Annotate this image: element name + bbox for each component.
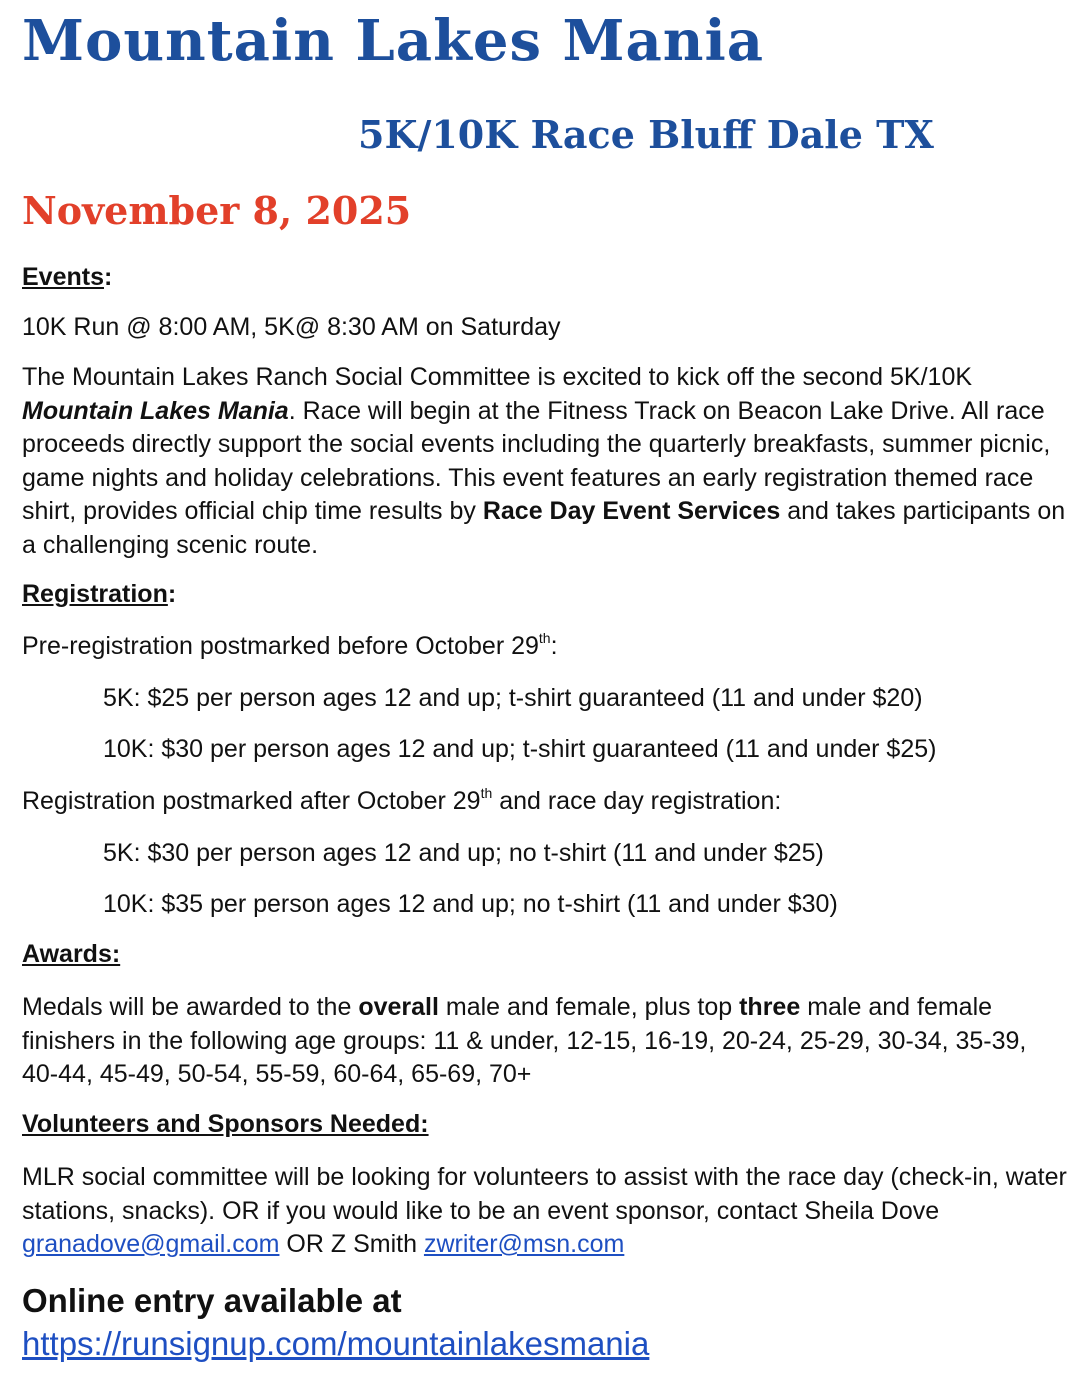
pre-registration-label — [22, 632, 558, 661]
post-reg-text: Registration postmarked after October 29 — [22, 787, 481, 815]
registration-heading-row: Registration: — [22, 580, 177, 608]
awards-three: three — [739, 993, 801, 1021]
awards-overall: overall — [358, 993, 439, 1021]
volunteers-description — [22, 1161, 1067, 1262]
online-entry-label: Online entry available at — [22, 1282, 402, 1319]
awards-part3: male and female finishers in the following age groups: 11 & under, 12-15, 16-19, 20-24, 25-29, 30-34, 35-39, 40-44, 45-49, 50-54, 55-59, 60-64, 65-69, 70+ — [22, 993, 1027, 1088]
email-link-granadove[interactable]: granadove@gmail.com — [22, 1230, 280, 1258]
events-schedule: 10K Run @ 8:00 AM, 5K@ 8:30 AM on Saturday — [22, 313, 561, 341]
events-heading: Events — [22, 263, 104, 291]
post-5k-fee: 5K: $30 per person ages 12 and up; no t-shirt (11 and under $25) — [103, 839, 824, 867]
flyer-title: Mountain Lakes Mania — [22, 8, 765, 74]
online-entry-row — [22, 1325, 649, 1363]
pre-reg-sup: th — [538, 630, 551, 646]
events-heading-row: Events: — [22, 263, 113, 291]
volunteers-part1: MLR social committee will be looking for volunteers to assist with the race day (check-in, water stations, snacks). OR if you would like to be an event sponsor, contact Sheila Dove — [22, 1163, 1067, 1225]
awards-part2: male and female, plus top — [445, 993, 733, 1021]
email-link-zwriter[interactable]: zwriter@msn.com — [423, 1230, 625, 1258]
events-description — [22, 361, 1067, 562]
registration-url-link[interactable]: https://runsignup.com/mountainlakesmania — [22, 1325, 650, 1362]
volunteers-heading: Volunteers and Sponsors Needed: — [22, 1110, 429, 1138]
post-reg-sup: th — [480, 785, 493, 801]
events-race-name: Mountain Lakes Mania — [22, 396, 289, 425]
flyer-subtitle: 5K/10K Race Bluff Dale TX — [358, 112, 934, 157]
volunteers-part2: OR Z Smith — [286, 1230, 417, 1258]
registration-heading: Registration — [22, 580, 168, 608]
post-reg-suffix: and race day registration: — [492, 787, 782, 815]
pre-reg-suffix: : — [550, 632, 558, 660]
awards-description — [22, 991, 1067, 1092]
post-registration-label — [22, 787, 781, 816]
events-desc-part2: . Race will begin at the Fitness Track on Beacon Lake Drive. All race proceeds directly support the social events including the quarterly breakfasts, summer picnic, game nights and holiday celebrations. This event features an early registration themed race shirt, provides official chip time results by — [22, 396, 1051, 525]
awards-part1: Medals will be awarded to the — [22, 993, 352, 1021]
pre-reg-text: Pre-registration postmarked before October 29 — [22, 632, 539, 660]
events-timer-name: Race Day Event Services — [482, 497, 781, 525]
race-date: November 8, 2025 — [22, 188, 412, 233]
pre-10k-fee: 10K: $30 per person ages 12 and up; t-shirt guaranteed (11 and under $25) — [103, 735, 937, 763]
events-desc-part1: The Mountain Lakes Ranch Social Committee is excited to kick off the second 5K/10K — [22, 363, 973, 391]
events-desc-part3: and takes participants on a challenging scenic route. — [22, 497, 1066, 559]
post-10k-fee: 10K: $35 per person ages 12 and up; no t-shirt (11 and under $30) — [103, 890, 838, 918]
awards-heading: Awards: — [22, 940, 121, 968]
pre-5k-fee: 5K: $25 per person ages 12 and up; t-shirt guaranteed (11 and under $20) — [103, 684, 923, 712]
